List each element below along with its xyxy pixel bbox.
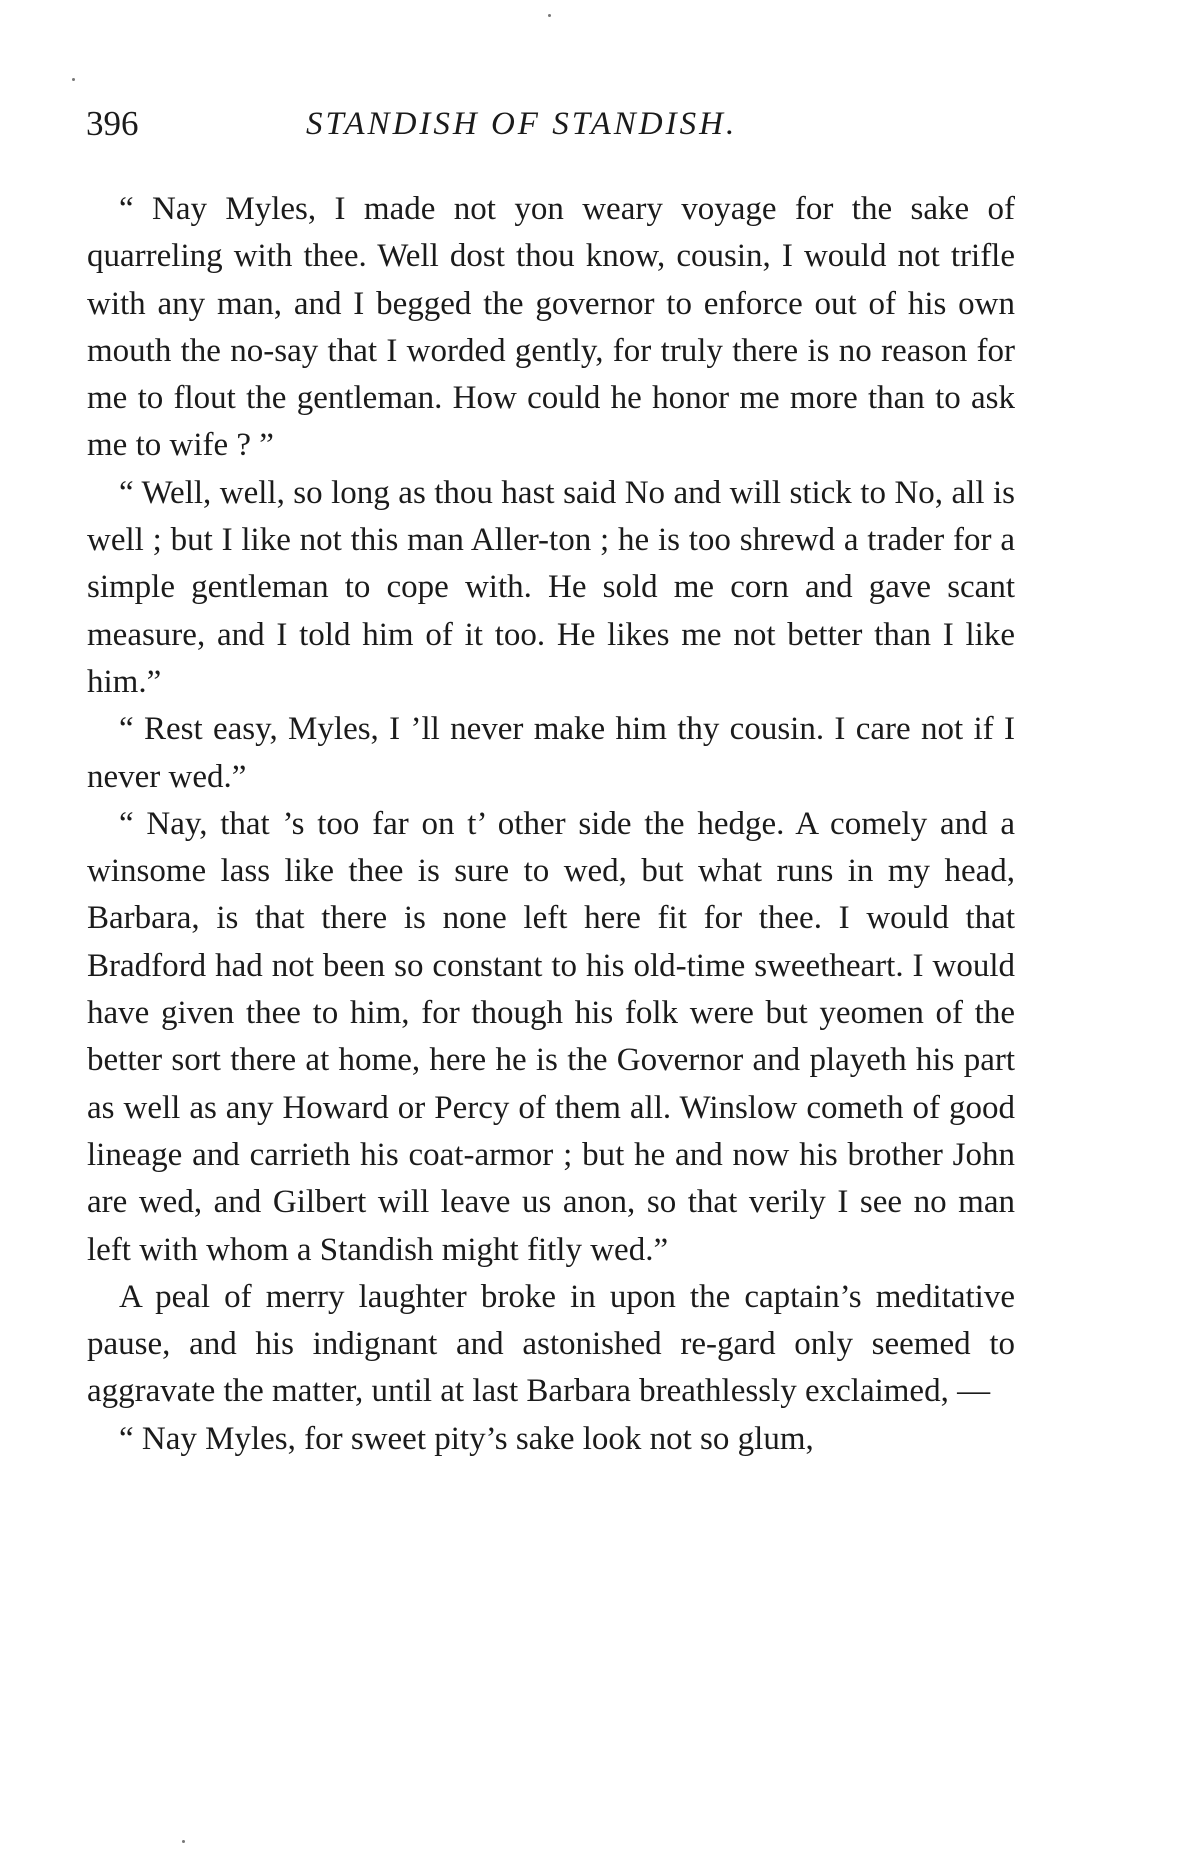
paragraph-2: “ Well, well, so long as thou hast said No and will stick to No, all is well ; but I like not this man Aller-ton ; he is too shrewd a trader for a simple gentleman to cope with. He sold me corn and gave scant measure, and I told him of it too. He likes me not better than I like him.” xyxy=(87,474,1015,700)
paragraph-5: A peal of merry laughter broke in upon the captain’s meditative pause, and his indignant and astonished re-gard only seemed to aggravate the matter, until at last Barbara breathlessly exclaimed, — xyxy=(87,1278,1015,1410)
page-number: 396 xyxy=(86,104,139,143)
paper-speck xyxy=(72,78,75,81)
paper-speck xyxy=(182,1840,185,1843)
running-title: STANDISH OF STANDISH. xyxy=(306,106,738,142)
paragraph-4: “ Nay, that ’s too far on t’ other side the hedge. A comely and a winsome lass like thee is sure to wed, but what runs in my head, Barbara, is that there is none left here fit for thee. I would that Bradford had not been so constant to his old-time sweetheart. I would have given thee to him, for though his folk were but yeomen of the better sort there at home, here he is the Governor and playeth his part as well as any Howard or Percy of them all. Winslow cometh of good lineage and carrieth his coat-armor ; but he and now his brother John are wed, and Gilbert will leave us anon, so that verily I see no man left with whom a Standish might fitly wed.” xyxy=(87,805,1015,1268)
paper-speck xyxy=(548,14,551,17)
paragraph-3: “ Rest easy, Myles, I ’ll never make him thy cousin. I care not if I never wed.” xyxy=(87,711,1015,795)
paragraph-6: “ Nay Myles, for sweet pity’s sake look not so glum, xyxy=(119,1420,814,1457)
running-head xyxy=(86,98,1016,150)
body-text xyxy=(87,186,1015,1463)
paragraph-1: “ Nay Myles, I made not yon weary voyage for the sake of quarreling with thee. Well dost thou know, cousin, I would not trifle with any man, and I begged the governor to enforce out of his own mouth the no-say that I worded gently, for truly there is no reason for me to flout the gentleman. How could he honor me more than to ask me to wife ? ” xyxy=(87,191,1015,464)
